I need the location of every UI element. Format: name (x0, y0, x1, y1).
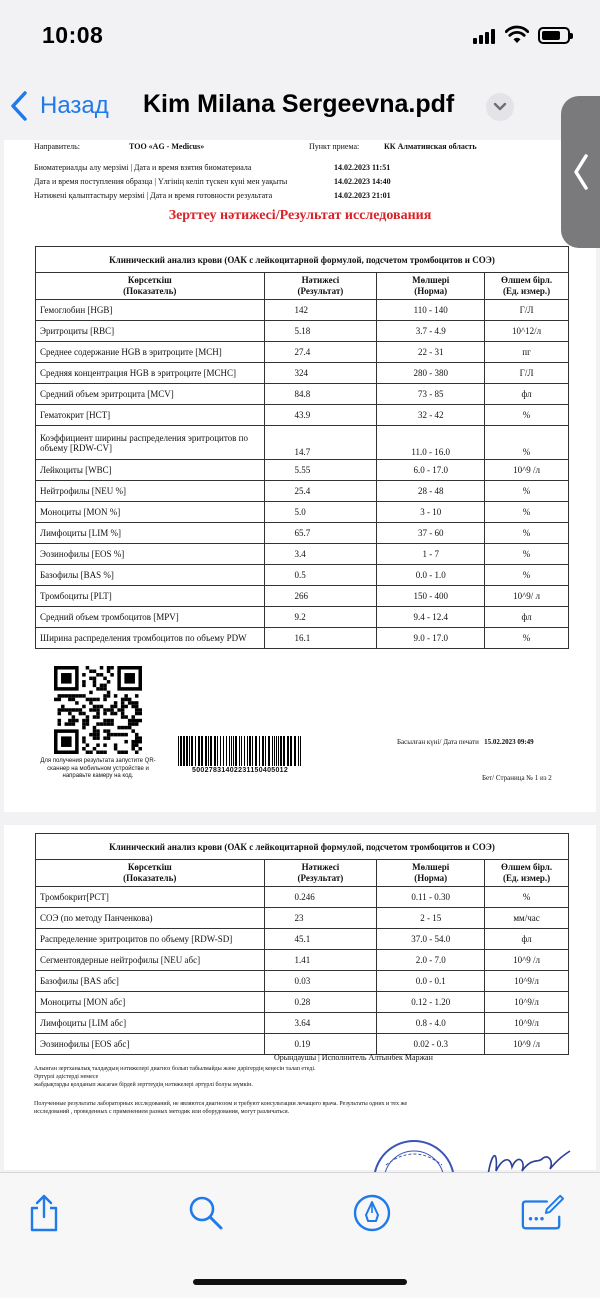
qr-code (54, 666, 142, 754)
pdf-page-2 (4, 825, 596, 1170)
norm-cell: 1 - 7 (377, 544, 485, 565)
edit-text-icon (520, 1193, 564, 1233)
unit-cell: мм/час (485, 908, 569, 929)
unit-cell: % (485, 405, 569, 426)
sample-received-label: Дата и время поступления образца | Үлгінің келіп түскен күні мен уақыты (34, 177, 288, 186)
table-row (36, 502, 569, 523)
status-time: 10:08 (42, 22, 104, 48)
wifi-icon (505, 25, 529, 45)
pdf-page-1 (4, 140, 596, 812)
norm-cell: 0.8 - 4.0 (377, 1013, 485, 1034)
indicator-cell: Гематокрит [HCT] (36, 405, 265, 426)
result-cell: 3.64 (264, 1013, 377, 1034)
table-row (36, 607, 569, 628)
indicator-cell: Средний объем тромбоцитов [MPV] (36, 607, 265, 628)
unit-cell: % (485, 887, 569, 908)
norm-cell: 2 - 15 (377, 908, 485, 929)
indicator-cell: Тромбокрит[PCT] (36, 887, 265, 908)
unit-cell: % (485, 523, 569, 544)
table-row (36, 342, 569, 363)
indicator-cell: Средняя концентрация HGB в эритроците [MCHC] (36, 363, 265, 384)
document-title[interactable]: Kim Milana Sergeevna.pdf (143, 90, 455, 118)
note-kz-2: Әртүрлі әдістерді немесе (34, 1074, 99, 1080)
col-result: Нәтижесі (Результат) (264, 860, 377, 887)
norm-cell: 0.0 - 0.1 (377, 971, 485, 992)
qr-caption: Для получения результата запустите QR-сканнер на мобильном устройстве и направьте камеру на код. (40, 758, 156, 779)
col-norm: Мөлшері (Норма) (377, 860, 485, 887)
table-row (36, 971, 569, 992)
markup-pen-icon (352, 1193, 392, 1233)
col-unit: Өлшем бірл. (Ед. измер.) (485, 273, 569, 300)
table-row (36, 384, 569, 405)
result-cell: 3.4 (264, 544, 377, 565)
table-row (36, 544, 569, 565)
unit-cell: % (485, 426, 569, 460)
table-row (36, 523, 569, 544)
indicator-cell: Лейкоциты [WBC] (36, 460, 265, 481)
norm-cell: 3.7 - 4.9 (377, 321, 485, 342)
result-cell: 0.03 (264, 971, 377, 992)
norm-cell: 3 - 10 (377, 502, 485, 523)
norm-cell: 9.0 - 17.0 (377, 628, 485, 649)
result-cell: 0.246 (264, 887, 377, 908)
norm-cell: 2.0 - 7.0 (377, 950, 485, 971)
results-table-page-1 (35, 246, 569, 649)
indicator-cell: Сегментоядерные нейтрофилы [NEU абс] (36, 950, 265, 971)
result-cell: 0.19 (264, 1034, 377, 1055)
page-number: Бет/ Страница № 1 из 2 (482, 774, 552, 782)
col-indicator: Көрсеткіш (Показатель) (36, 860, 265, 887)
table-row (36, 405, 569, 426)
chevron-left-icon (573, 153, 589, 191)
table-row (36, 460, 569, 481)
norm-cell: 0.11 - 0.30 (377, 887, 485, 908)
norm-cell: 11.0 - 16.0 (377, 426, 485, 460)
unit-cell: 10^9 /л (485, 1034, 569, 1055)
search-button[interactable] (184, 1191, 228, 1235)
table-row (36, 887, 569, 908)
indicator-cell: Распределение эритроцитов по объему [RDW-SD] (36, 929, 265, 950)
result-cell: 5.0 (264, 502, 377, 523)
note-kz-3: жабдықтарды қолданып жасаған бірдей зерттеудің нәтижелері әртүрлі болуы мүмкін. (34, 1082, 253, 1088)
point-label: Пункт приема: (309, 142, 360, 151)
executor: Орындаушы | Исполнитель Алтынбек Маржан (274, 1053, 433, 1062)
sample-taken-value: 14.02.2023 11:51 (334, 163, 391, 172)
note-kz-1: Алынған зертханалық талдаудың нәтижелері диагноз болып табылмайды және дәрігердің кеңесін талап етеді. (34, 1066, 316, 1072)
home-indicator[interactable] (193, 1279, 407, 1285)
unit-cell: % (485, 628, 569, 649)
nav-bar (0, 80, 600, 136)
norm-cell: 9.4 - 12.4 (377, 607, 485, 628)
unit-cell: 10^9 /л (485, 950, 569, 971)
unit-cell: фл (485, 607, 569, 628)
results-table-page-2 (35, 833, 569, 1055)
table-row (36, 586, 569, 607)
table-row (36, 1013, 569, 1034)
norm-cell: 0.0 - 1.0 (377, 565, 485, 586)
col-indicator: Көрсеткіш (Показатель) (36, 273, 265, 300)
point-value: КК Алматинская область (384, 142, 477, 151)
chevron-down-icon (493, 102, 507, 112)
indicator-cell: СОЭ (по методу Панченкова) (36, 908, 265, 929)
indicator-cell: Эозинофилы [EOS абс] (36, 1034, 265, 1055)
results-heading: Зерттеу нәтижесі/Результат исследования (168, 208, 432, 223)
norm-cell: 280 - 380 (377, 363, 485, 384)
table-row (36, 992, 569, 1013)
table-row (36, 300, 569, 321)
unit-cell: Г/Л (485, 363, 569, 384)
result-cell: 65.7 (264, 523, 377, 544)
unit-cell: % (485, 481, 569, 502)
norm-cell: 32 - 42 (377, 405, 485, 426)
title-menu-button[interactable] (486, 93, 514, 121)
table-caption: Клинический анализ крови (ОАК с лейкоцитарной формулой, подсчетом тромбоцитов и СОЭ) (36, 834, 569, 860)
result-cell: 1.41 (264, 950, 377, 971)
norm-cell: 0.02 - 0.3 (377, 1034, 485, 1055)
col-result: Нәтижесі (Результат) (264, 273, 377, 300)
norm-cell: 150 - 400 (377, 586, 485, 607)
indicator-cell: Средний объем эритроцита [MCV] (36, 384, 265, 405)
unit-cell: 10^12/л (485, 321, 569, 342)
result-cell: 0.28 (264, 992, 377, 1013)
unit-cell: % (485, 502, 569, 523)
table-row (36, 481, 569, 502)
barcode (176, 736, 306, 766)
norm-cell: 22 - 31 (377, 342, 485, 363)
result-cell: 0.5 (264, 565, 377, 586)
col-norm: Мөлшері (Норма) (377, 273, 485, 300)
table-row (36, 426, 569, 460)
table-row (36, 929, 569, 950)
sample-taken-label: Биоматериалды алу мерзімі | Дата и время взятия биоматериала (34, 163, 252, 172)
note-ru-1: Полученные результаты лабораторных исследований, не являются диагнозом и требуют консультации лечащего врача. Результаты одних и тех же (34, 1101, 408, 1107)
unit-cell: 10^9/л (485, 971, 569, 992)
battery-icon (538, 27, 570, 44)
result-cell: 25.4 (264, 481, 377, 502)
unit-cell: 10^9/л (485, 992, 569, 1013)
side-panel-handle[interactable] (561, 96, 600, 248)
indicator-cell: Базофилы [BAS абс] (36, 971, 265, 992)
markup-button[interactable] (350, 1191, 394, 1235)
bottom-toolbar (0, 1172, 600, 1298)
note-ru-2: исследований , проведенных с применением разных методик или оборудования, могут различаться. (34, 1109, 290, 1115)
status-bar (0, 0, 600, 72)
referrer-value: ТОО «AG - Medicus» (129, 142, 205, 151)
share-button[interactable] (22, 1191, 66, 1235)
norm-cell: 37.0 - 54.0 (377, 929, 485, 950)
indicator-cell: Моноциты [MON %] (36, 502, 265, 523)
table-row (36, 950, 569, 971)
norm-cell: 28 - 48 (377, 481, 485, 502)
indicator-cell: Лимфоциты [LIM %] (36, 523, 265, 544)
result-cell: 324 (264, 363, 377, 384)
unit-cell: 10^9 /л (485, 460, 569, 481)
table-row (36, 363, 569, 384)
result-cell: 43.9 (264, 405, 377, 426)
result-cell: 5.55 (264, 460, 377, 481)
norm-cell: 37 - 60 (377, 523, 485, 544)
back-label: Назад (40, 92, 109, 119)
unit-cell: фл (485, 929, 569, 950)
table-row (36, 321, 569, 342)
norm-cell: 6.0 - 17.0 (377, 460, 485, 481)
unit-cell: 10^9/л (485, 1013, 569, 1034)
result-ready-label: Нәтижені қалыптастыру мерзімі | Дата и время готовности результата (34, 191, 273, 200)
indicator-cell: Ширина распределения тромбоцитов по объему PDW (36, 628, 265, 649)
indicator-cell: Тромбоциты [PLT] (36, 586, 265, 607)
result-cell: 16.1 (264, 628, 377, 649)
cellular-signal-icon (473, 28, 497, 44)
result-cell: 266 (264, 586, 377, 607)
table-caption: Клинический анализ крови (ОАК с лейкоцитарной формулой, подсчетом тромбоцитов и СОЭ) (36, 247, 569, 273)
unit-cell: 10^9/ л (485, 586, 569, 607)
unit-cell: пг (485, 342, 569, 363)
indicator-cell: Среднее содержание HGB в эритроците [MCH] (36, 342, 265, 363)
back-button[interactable] (10, 86, 109, 126)
result-cell: 9.2 (264, 607, 377, 628)
result-cell: 14.7 (264, 426, 377, 460)
indicator-cell: Эозинофилы [EOS %] (36, 544, 265, 565)
indicator-cell: Моноциты [MON абс] (36, 992, 265, 1013)
indicator-cell: Эритроциты [RBC] (36, 321, 265, 342)
norm-cell: 0.12 - 1.20 (377, 992, 485, 1013)
search-icon (186, 1193, 226, 1233)
unit-cell: фл (485, 384, 569, 405)
table-row (36, 1034, 569, 1055)
unit-cell: % (485, 565, 569, 586)
indicator-cell: Базофилы [BAS %] (36, 565, 265, 586)
table-row (36, 908, 569, 929)
result-cell: 84.8 (264, 384, 377, 405)
result-cell: 5.18 (264, 321, 377, 342)
sample-received-value: 14.02.2023 14:40 (334, 177, 391, 186)
share-icon (27, 1193, 61, 1233)
indicator-cell: Лимфоциты [LIM абс] (36, 1013, 265, 1034)
indicator-cell: Коэффициент ширины распределения эритроцитов по объему [RDW-CV] (36, 426, 265, 460)
result-cell: 23 (264, 908, 377, 929)
col-unit: Өлшем бірл. (Ед. измер.) (485, 860, 569, 887)
table-row (36, 565, 569, 586)
unit-cell: Г/Л (485, 300, 569, 321)
edit-text-button[interactable] (520, 1191, 564, 1235)
print-date: Басылған күні/ Дата печати 15.02.2023 09:49 (397, 738, 534, 746)
chevron-left-icon (10, 90, 28, 122)
norm-cell: 73 - 85 (377, 384, 485, 405)
norm-cell: 110 - 140 (377, 300, 485, 321)
referrer-label: Направитель: (34, 142, 81, 151)
result-ready-value: 14.02.2023 21:01 (334, 191, 391, 200)
table-row (36, 628, 569, 649)
result-cell: 27.4 (264, 342, 377, 363)
indicator-cell: Гемоглобин [HGB] (36, 300, 265, 321)
barcode-number: 50027831402231150405012 (192, 767, 289, 774)
result-cell: 142 (264, 300, 377, 321)
indicator-cell: Нейтрофилы [NEU %] (36, 481, 265, 502)
unit-cell: % (485, 544, 569, 565)
result-cell: 45.1 (264, 929, 377, 950)
